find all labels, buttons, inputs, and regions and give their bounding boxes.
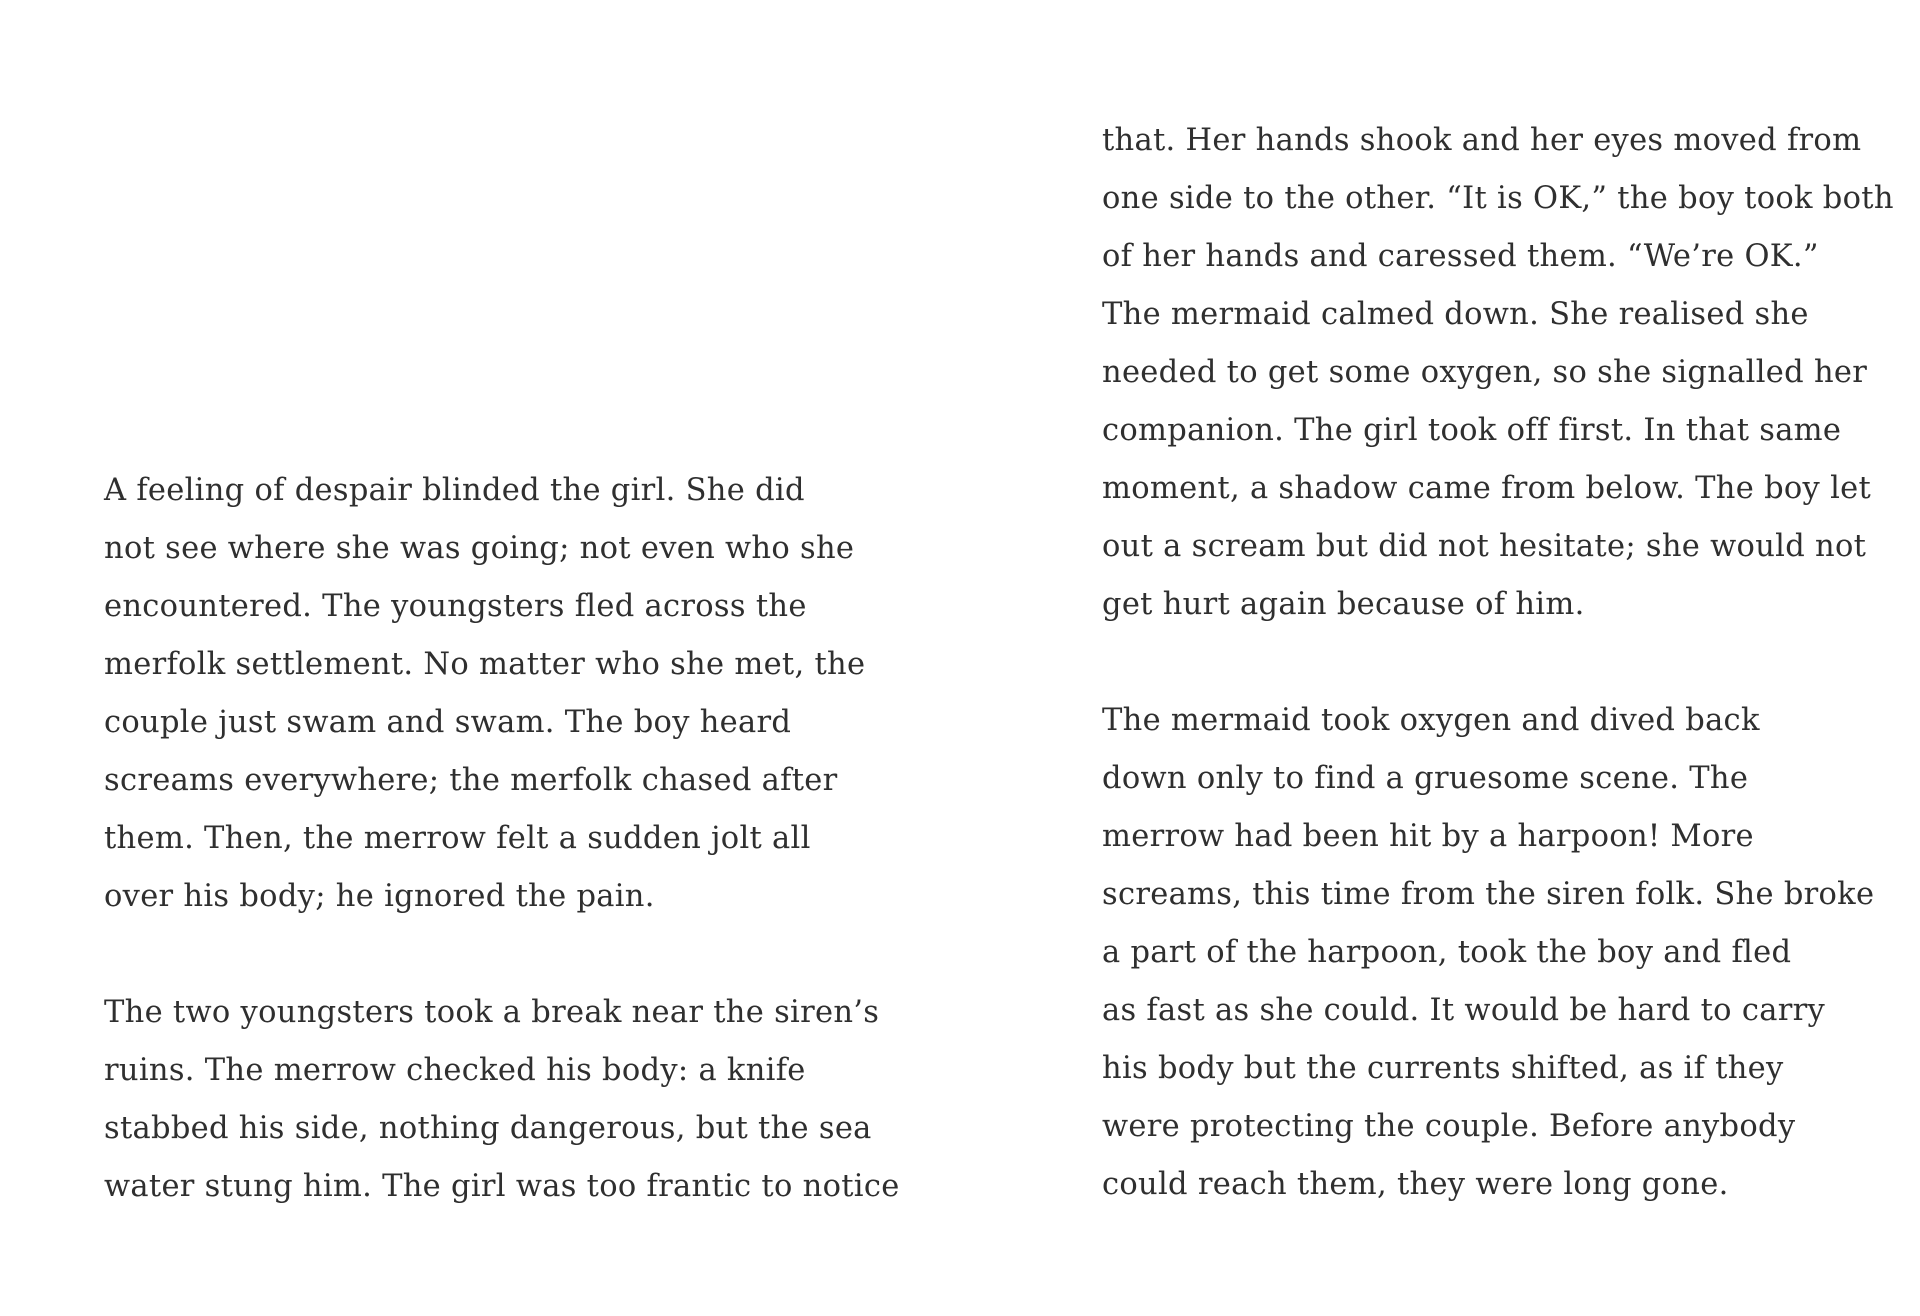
text-line: as fast as she could. It would be hard to carry [1102, 993, 1825, 1028]
text-line: encountered. The youngsters fled across the [104, 589, 807, 624]
left-paragraph-1 [104, 462, 900, 926]
left-page-text [104, 462, 900, 1216]
text-line: his body but the currents shifted, as if they [1102, 1051, 1784, 1086]
text-line: them. Then, the merrow felt a sudden jolt all [104, 821, 811, 856]
text-line: merrow had been hit by a harpoon! More [1102, 819, 1754, 854]
text-line: screams everywhere; the merfolk chased after [104, 763, 838, 798]
text-line: merfolk settlement. No matter who she met, the [104, 647, 866, 682]
text-line: moment, a shadow came from below. The boy let [1102, 471, 1872, 506]
text-line: of her hands and caressed them. “We’re OK.” [1102, 239, 1819, 274]
text-line: get hurt again because of him. [1102, 587, 1585, 622]
text-line: couple just swam and swam. The boy heard [104, 705, 792, 740]
text-line: The mermaid took oxygen and dived back [1102, 703, 1760, 738]
paragraph-gap [1102, 634, 1894, 692]
text-line: The two youngsters took a break near the siren’s [104, 995, 880, 1030]
left-paragraph-2 [104, 984, 900, 1216]
text-line: not see where she was going; not even who she [104, 531, 855, 566]
text-line: stabbed his side, nothing dangerous, but the sea [104, 1111, 872, 1146]
right-paragraph-1 [1102, 112, 1894, 634]
text-line: companion. The girl took off first. In that same [1102, 413, 1842, 448]
text-line: out a scream but did not hesitate; she would not [1102, 529, 1867, 564]
text-line: The mermaid calmed down. She realised she [1102, 297, 1809, 332]
text-line: down only to find a gruesome scene. The [1102, 761, 1749, 796]
text-line: over his body; he ignored the pain. [104, 879, 655, 914]
paragraph-gap [104, 926, 900, 984]
text-line: A feeling of despair blinded the girl. She did [104, 473, 805, 508]
text-line: needed to get some oxygen, so she signalled her [1102, 355, 1868, 390]
right-page-text [1102, 112, 1894, 1214]
text-line: were protecting the couple. Before anybody [1102, 1109, 1796, 1144]
text-line: water stung him. The girl was too frantic to notice [104, 1169, 900, 1204]
text-line: ruins. The merrow checked his body: a knife [104, 1053, 806, 1088]
text-line: screams, this time from the siren folk. She broke [1102, 877, 1875, 912]
text-line: one side to the other. “It is OK,” the boy took both [1102, 181, 1894, 216]
text-line: that. Her hands shook and her eyes moved from [1102, 123, 1862, 158]
text-line: a part of the harpoon, took the boy and fled [1102, 935, 1792, 970]
text-line: could reach them, they were long gone. [1102, 1167, 1729, 1202]
right-paragraph-2 [1102, 692, 1894, 1214]
